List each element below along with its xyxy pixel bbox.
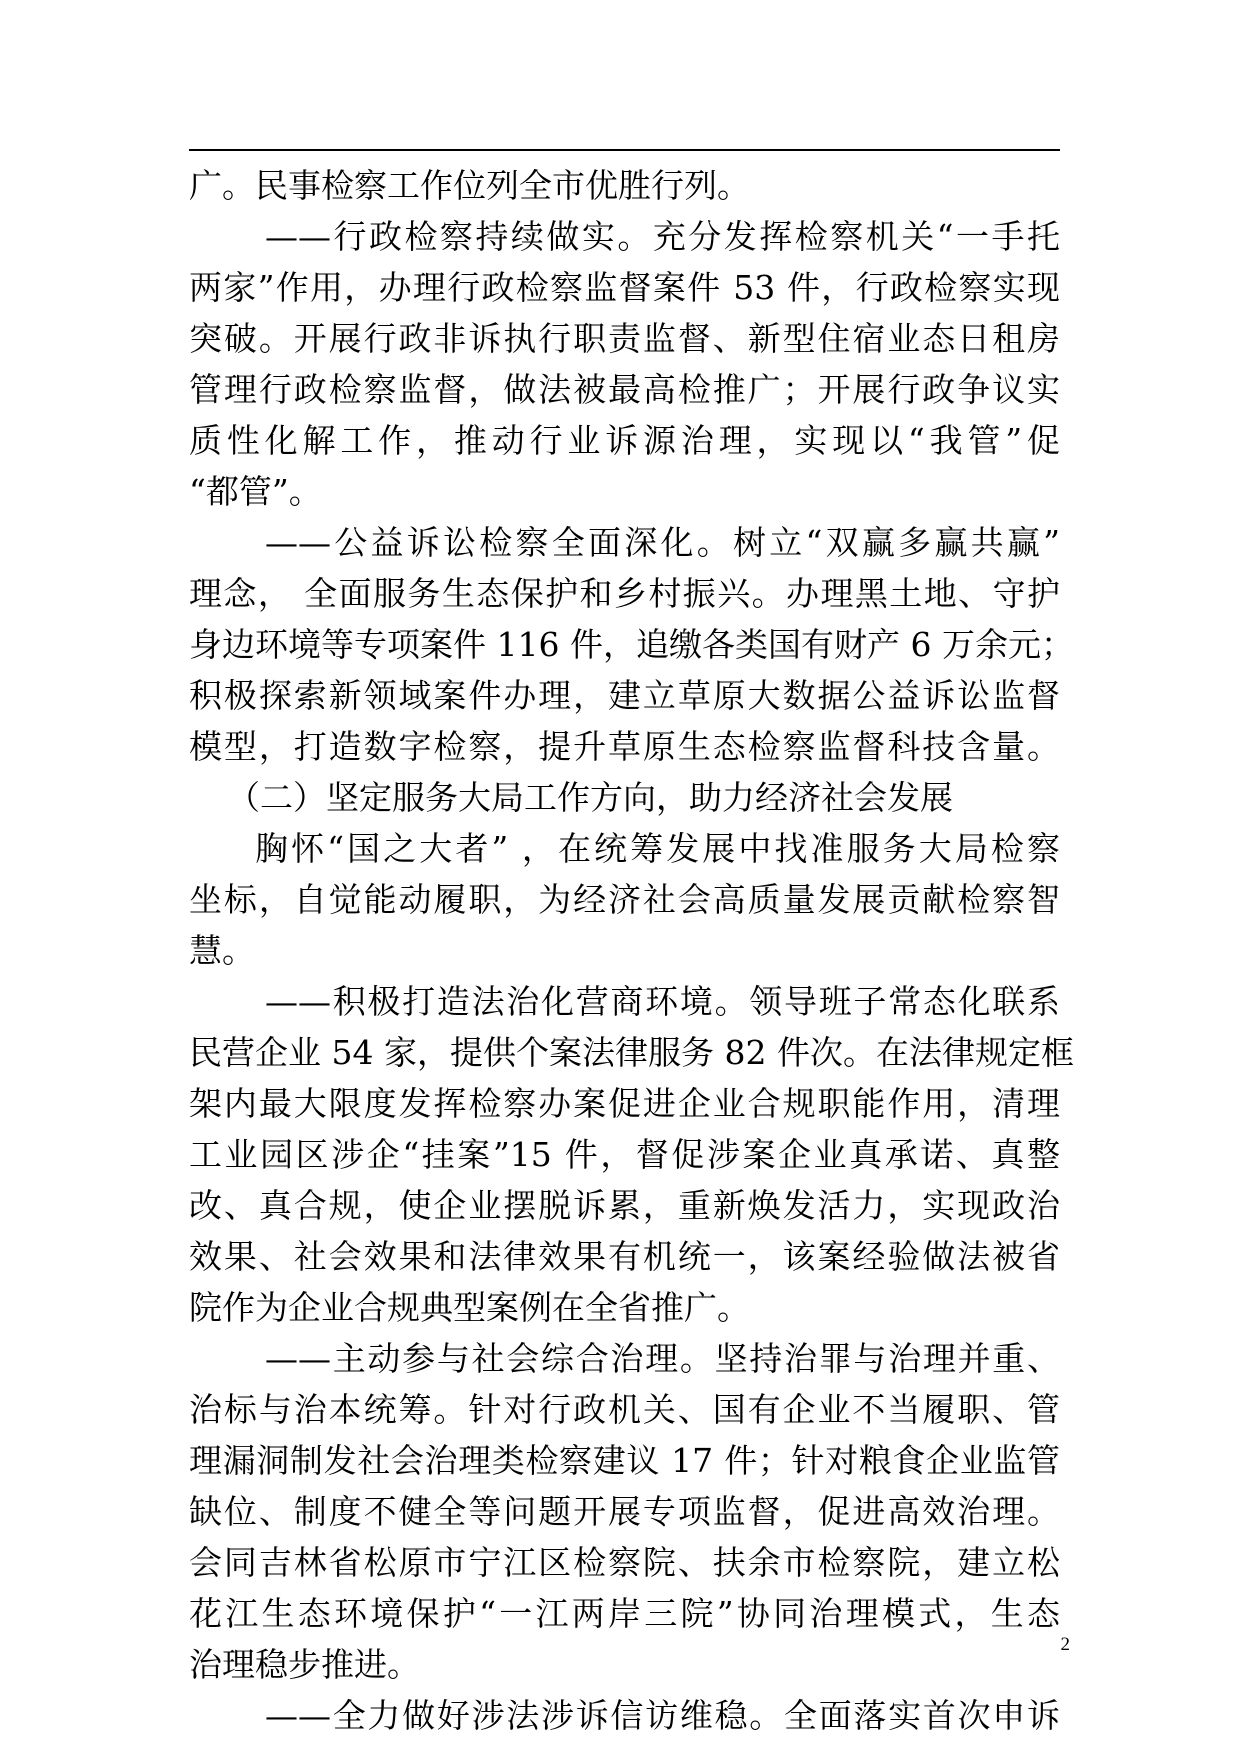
text-line: 两家”作用，办理行政检察监督案件 53 件，行政检察实现 (189, 268, 1060, 307)
text-line: 民营企业 54 家，提供个案法律服务 82 件次。在法律规定框 (189, 1033, 1074, 1072)
text-line: 突破。开展行政非诉执行职责监督、新型住宿业态日租房 (189, 319, 1060, 358)
text-line: 架内最大限度发挥检察办案促进企业合规职能作用，清理 (189, 1084, 1060, 1123)
text-line: 缺位、制度不健全等问题开展专项监督，促进高效治理。 (189, 1492, 1060, 1531)
text-line: 模型，打造数字检察，提升草原生态检察监督科技含量。 (189, 727, 1060, 766)
document-body (189, 160, 1074, 1741)
text-line: 改、真合规，使企业摆脱诉累，重新焕发活力，实现政治 (189, 1186, 1060, 1225)
page-number: 2 (1060, 1634, 1070, 1655)
text-line: 会同吉林省松原市宁江区检察院、扶余市检察院，建立松 (189, 1543, 1060, 1582)
text-line: 积极探索新领域案件办理，建立草原大数据公益诉讼监督 (189, 676, 1060, 715)
text-line: 理念， 全面服务生态保护和乡村振兴。办理黑土地、守护 (189, 574, 1060, 613)
text-line: 质性化解工作，推动行业诉源治理，实现以“我管”促 (189, 421, 1060, 460)
text-line: 慧。 (189, 931, 255, 970)
header-rule (189, 149, 1060, 151)
text-line: ——全力做好涉法涉诉信访维稳。全面落实首次申诉 (265, 1696, 1060, 1735)
text-line: “都管”。 (189, 472, 322, 511)
text-line: ——公益诉讼检察全面深化。树立“双赢多赢共赢” (265, 523, 1060, 562)
text-line: 身边环境等专项案件 116 件，追缴各类国有财产 6 万余元； (189, 625, 1074, 664)
text-line: 效果、社会效果和法律效果有机统一，该案经验做法被省 (189, 1237, 1060, 1276)
text-line: 治理稳步推进。 (189, 1645, 420, 1684)
text-line: ——积极打造法治化营商环境。领导班子常态化联系 (265, 982, 1060, 1021)
text-line: 坐标，自觉能动履职，为经济社会高质量发展贡献检察智 (189, 880, 1060, 919)
text-line: 管理行政检察监督，做法被最高检推广；开展行政争议实 (189, 370, 1060, 409)
text-line: 理漏洞制发社会治理类检察建议 17 件；针对粮食企业监管 (189, 1441, 1060, 1480)
text-line: ——行政检察持续做实。充分发挥检察机关“一手托 (265, 217, 1060, 256)
text-line: ——主动参与社会综合治理。坚持治罪与治理并重、 (265, 1339, 1060, 1378)
text-line: 广。民事检察工作位列全市优胜行列。 (189, 166, 750, 205)
text-line: 治标与治本统筹。针对行政机关、国有企业不当履职、管 (189, 1390, 1060, 1429)
text-line: 花江生态环境保护“一江两岸三院”协同治理模式，生态 (189, 1594, 1060, 1633)
text-line: （二）坚定服务大局工作方向，助力经济社会发展 (227, 778, 953, 817)
text-line: 工业园区涉企“挂案”15 件，督促涉案企业真承诺、真整 (189, 1135, 1060, 1174)
text-line: 院作为企业合规典型案例在全省推广。 (189, 1288, 750, 1327)
text-line: 胸怀“国之大者” ，在统筹发展中找准服务大局检察 (255, 829, 1060, 868)
